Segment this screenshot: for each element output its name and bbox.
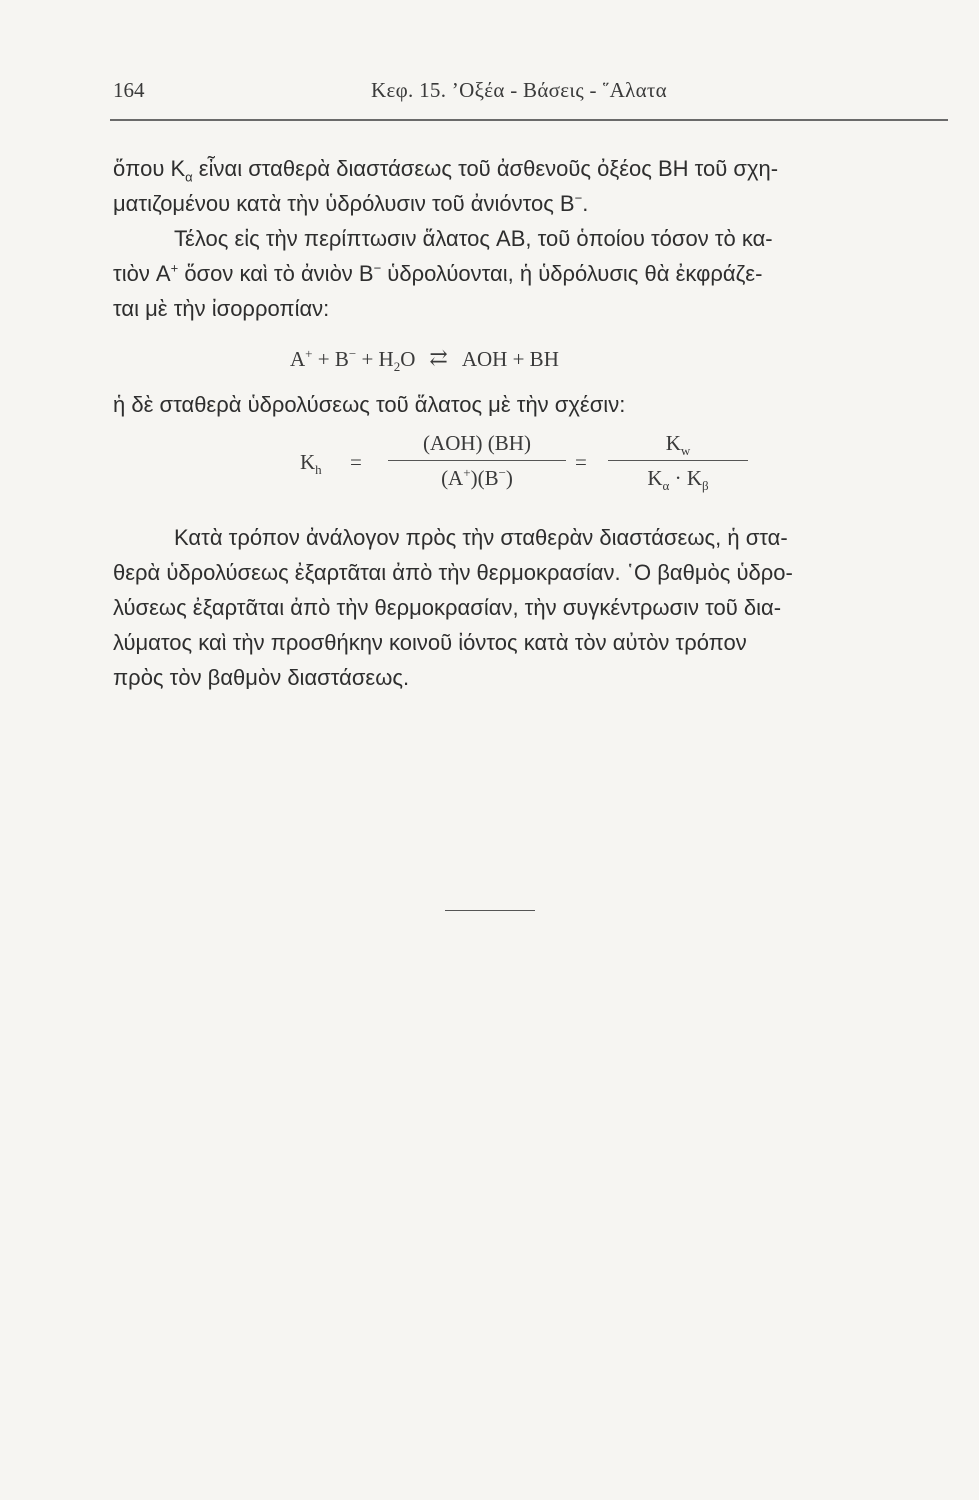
para4-line5: πρὸς τὸν βαθμὸν διαστάσεως. — [113, 665, 410, 690]
para3-line1: ἡ δὲ σταθερὰ ὑδρολύσεως τοῦ ἅλατος μὲ τὴν σχέσιν: — [113, 392, 626, 417]
para2-line1: Τέλος εἰς τὴν περίπτωσιν ἅλατος AB, τοῦ ὁποίου τόσον τὸ κα- — [174, 226, 773, 251]
para4-line2: θερὰ ὑδρολύσεως ἐξαρτᾶται ἀπὸ τὴν θερμοκρασίαν. ῾Ο βαθμὸς ὑδρο- — [113, 560, 793, 585]
para1-line2: ματιζομένου κατὰ τὴν ὑδρόλυσιν τοῦ ἀνιόντος B−. — [113, 190, 589, 216]
fraction-denominator: $K_\alpha \cdot K_\beta$ — [647, 466, 709, 494]
equals-sign: = — [350, 450, 362, 474]
hydrolysis-constant-formula — [300, 428, 760, 508]
fraction-bar — [608, 460, 748, 461]
para2-line3: ται μὲ τὴν ἰσορροπίαν: — [113, 296, 330, 321]
para4-line4: λύματος καὶ τὴν προσθήκην κοινοῦ ἰόντος κατὰ τὸν αὐτὸν τρόπον — [113, 630, 747, 655]
fraction-denominator: (A+)(B−) — [441, 465, 513, 490]
section-end-rule — [445, 910, 535, 911]
para4-line3: λύσεως ἐξαρτᾶται ἀπὸ τὴν θερμοκρασίαν, τὴν συγκέντρωσιν τοῦ δια- — [113, 595, 782, 620]
para2-line2: τιὸν A+ ὅσον καὶ τὸ ἀνιὸν B− ὑδρολύονται, ἡ ὑδρόλυσις θὰ ἐκφράζε- — [113, 260, 763, 286]
para1-line1: ὅπου $K_\alpha$ εἶναι σταθερὰ διαστάσεως τοῦ ἀσθενοῦς ὀξέος BH τοῦ σχη- — [113, 156, 779, 185]
kh-symbol: $K_h$ — [300, 450, 322, 478]
page-header — [113, 78, 948, 112]
header-rule — [110, 119, 948, 121]
equals-sign: = — [575, 450, 587, 474]
running-head: Κεφ. 15. ’Οξέα - Βάσεις - ῞Αλατα — [371, 78, 667, 102]
equilibrium-arrow-icon: ⇄ — [429, 345, 448, 370]
fraction-bar — [388, 460, 566, 461]
fraction-numerator: (AOH) (BH) — [423, 431, 531, 455]
page-number: 164 — [113, 78, 145, 102]
para4-line1: Κατὰ τρόπον ἀνάλογον πρὸς τὴν σταθερὰν διαστάσεως, ἡ στα- — [174, 525, 788, 550]
hydrolysis-equation: $A^+ + B^- + H_2O$ ⇄ AOH + BH — [290, 342, 559, 376]
fraction-numerator: $K_w$ — [665, 431, 691, 459]
fraction-concentrations — [388, 428, 566, 493]
fraction-constants — [608, 428, 748, 493]
